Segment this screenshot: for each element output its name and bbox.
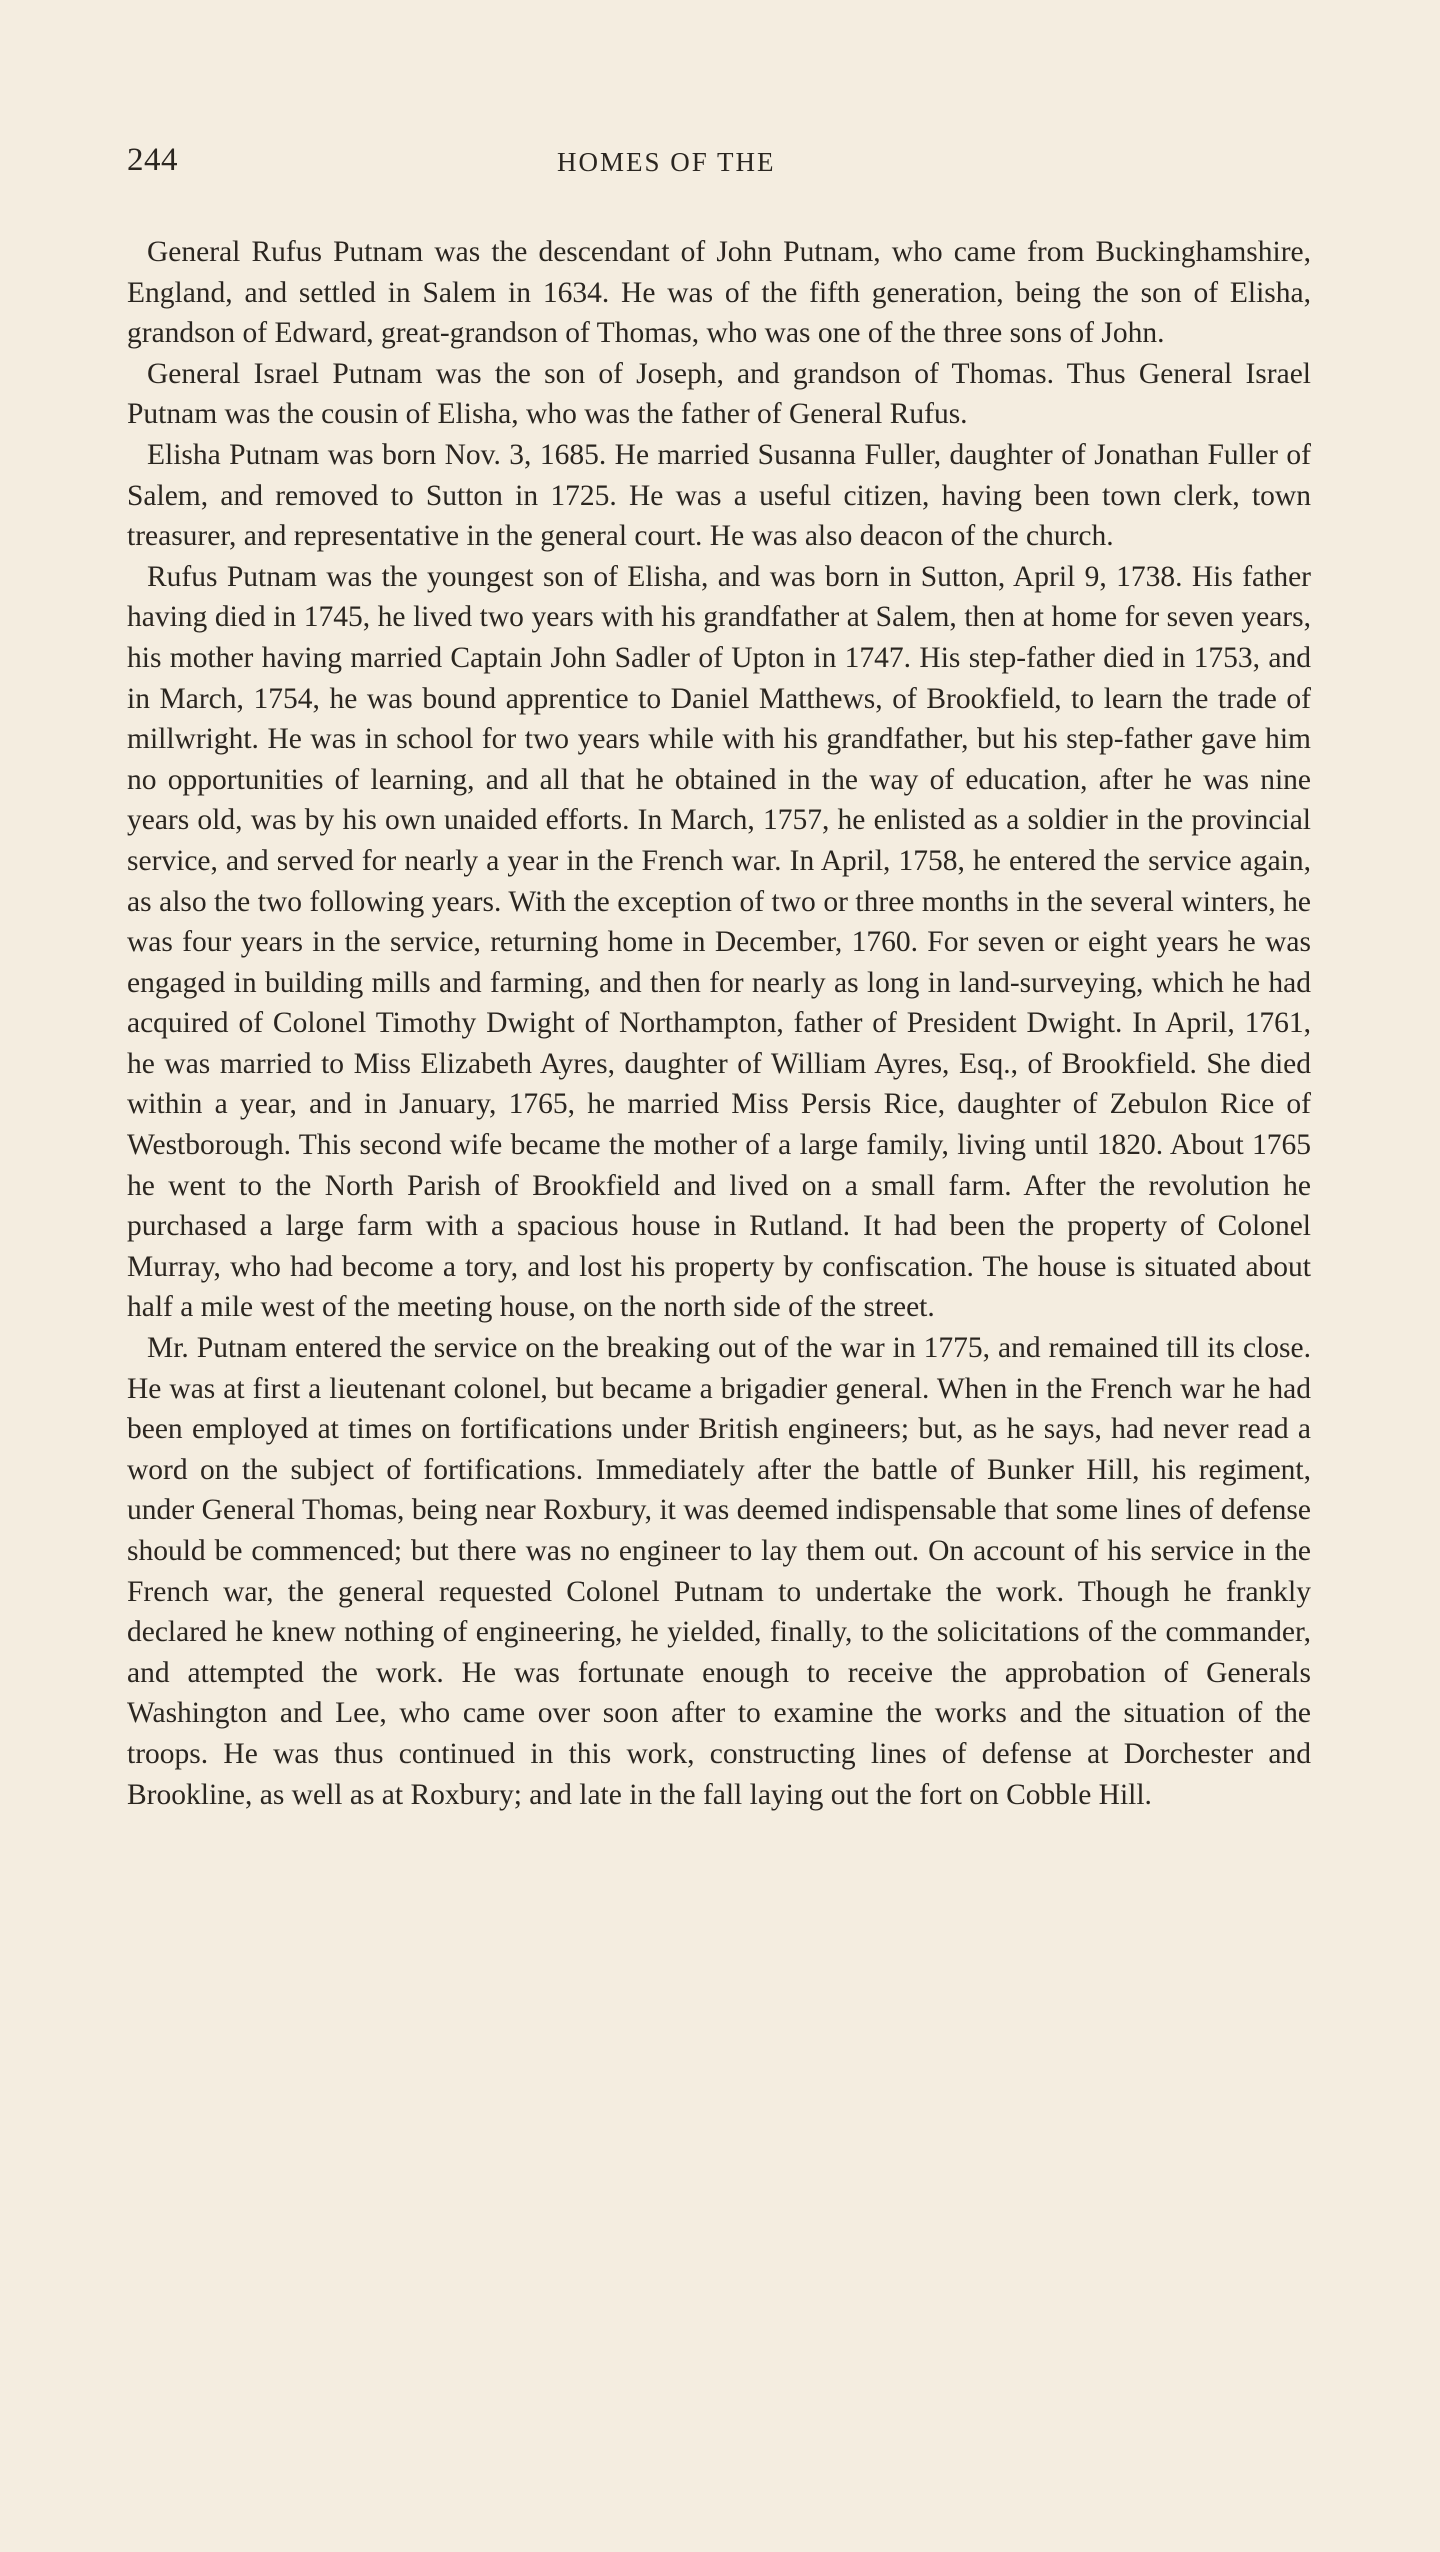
paragraph: Rufus Putnam was the youngest son of Elisha, and was born in Sutton, April 9, 1738. His father having died in 1745, he lived two years with his grandfather at Salem, then at home for seven years, his mother having married Captain John Sadler of Upton in 1747. His step-father died in 1753, and in March, 1754, he was bound apprentice to Daniel Matthews, of Brookfield, to learn the trade of millwright. He was in school for two years while with his grandfather, but his step-father gave him no opportunities of learning, and all that he obtained in the way of education, after he was nine years old, was by his own unaided efforts. In March, 1757, he enlisted as a soldier in the provincial service, and served for nearly a year in the French war. In April, 1758, he entered the service again, as also the two following years. With the exception of two or three months in the several winters, he was four years in the service, returning home in December, 1760. For seven or eight years he was engaged in building mills and farming, and then for nearly as long in land-surveying, which he had acquired of Colonel Timothy Dwight of Northampton, father of President Dwight. In April, 1761, he was married to Miss Elizabeth Ayres, daughter of William Ayres, Esq., of Brookfield. She died within a year, and in January, 1765, he married Miss Persis Rice, daughter of Zebulon Rice of Westborough. This second wife became the mother of a large family, living until 1820. About 1765 he went to the North Parish of Brookfield and lived on a small farm. After the revolution he purchased a large farm with a spacious house in Rutland. It had been the property of Colonel Murray, who had become a tory, and lost his property by confiscation. The house is situated about half a mile west of the meeting house, on the north side of the street. xyxy=(127,560,1311,1324)
running-head: HOMES OF THE xyxy=(557,147,776,177)
page-header xyxy=(127,142,1307,192)
paragraph: Mr. Putnam entered the service on the breaking out of the war in 1775, and remained till its close. He was at first a lieutenant colonel, but became a brigadier general. When in the French war he had been employed at times on fortifications under British engineers; but, as he says, had never read a word on the subject of fortifications. Immediately after the battle of Bunker Hill, his regiment, under General Thomas, being near Roxbury, it was deemed indispensable that some lines of defense should be commenced; but there was no engineer to lay them out. On account of his service in the French war, the general requested Colonel Putnam to undertake the work. Though he frankly declared he knew nothing of engineering, he yielded, finally, to the solicitations of the commander, and attempted the work. He was fortunate enough to receive the approbation of Generals Washington and Lee, who came over soon after to examine the works and the situation of the troops. He was thus continued in this work, constructing lines of defense at Dorchester and Brookline, as well as at Roxbury; and late in the fall laying out the fort on Cobble Hill. xyxy=(127,1332,1311,1811)
page-number: 244 xyxy=(127,142,178,178)
paragraph: General Rufus Putnam was the descendant of John Putnam, who came from Buckinghamshire, England, and settled in Salem in 1634. He was of the fifth generation, being the son of Elisha, grandson of Edward, great-grandson of Thomas, who was one of the three sons of John. xyxy=(127,236,1311,350)
paragraph: Elisha Putnam was born Nov. 3, 1685. He married Susanna Fuller, daughter of Jonathan Fuller of Salem, and removed to Sutton in 1725. He was a useful citizen, having been town clerk, town treasurer, and representative in the general court. He was also deacon of the church. xyxy=(127,438,1311,553)
body-text xyxy=(127,232,1311,1815)
paragraph: General Israel Putnam was the son of Joseph, and grandson of Thomas. Thus General Israel Putnam was the cousin of Elisha, who was the father of General Rufus. xyxy=(127,357,1311,431)
